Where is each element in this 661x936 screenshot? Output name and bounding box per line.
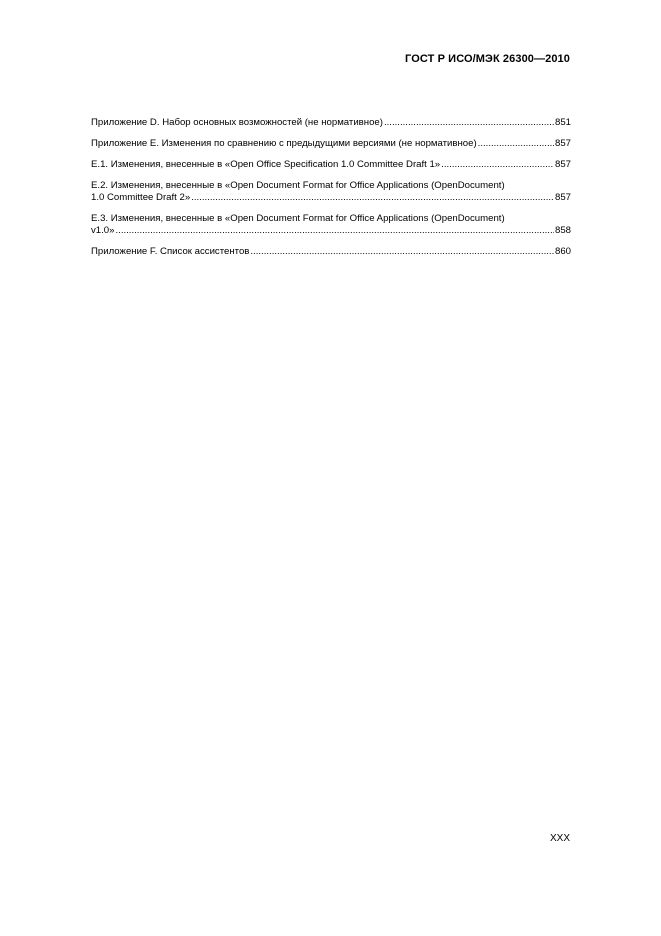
toc-entry-e1[interactable]	[91, 159, 571, 171]
toc-line	[91, 225, 571, 237]
toc-page-number: 857	[554, 159, 571, 170]
toc-page-number: 857	[554, 138, 571, 149]
toc-entry-title-line2: v1.0»	[91, 225, 115, 236]
toc-leader-dots	[191, 192, 554, 204]
toc-entry-title: Приложение E. Изменения по сравнению с предыдущими версиями (не нормативное)	[91, 138, 477, 149]
table-of-contents	[91, 117, 571, 267]
page-header: ГОСТ Р ИСО/МЭК 26300—2010	[405, 53, 570, 65]
toc-entry-title-line1: E.2. Изменения, внесенные в «Open Document Format for Office Applications (OpenDocument)	[91, 180, 505, 191]
toc-entry-appendix-f[interactable]	[91, 246, 571, 258]
toc-line	[91, 246, 571, 258]
toc-leader-dots	[250, 246, 554, 258]
toc-entry-appendix-e[interactable]	[91, 138, 571, 150]
toc-entry-title: Приложение D. Набор основных возможностей (не нормативное)	[91, 117, 383, 128]
toc-entry-title-line1: E.3. Изменения, внесенные в «Open Document Format for Office Applications (OpenDocument)	[91, 213, 505, 224]
toc-entry-title-line2: 1.0 Committee Draft 2»	[91, 192, 191, 203]
toc-entry-e2[interactable]	[91, 180, 571, 204]
toc-leader-dots	[478, 138, 554, 150]
toc-entry-appendix-d[interactable]	[91, 117, 571, 129]
toc-page-number: 858	[554, 225, 571, 236]
toc-entry-title: Приложение F. Список ассистентов	[91, 246, 250, 257]
toc-entry-title: E.1. Изменения, внесенные в «Open Office Specification 1.0 Committee Draft 1»	[91, 159, 441, 170]
toc-page-number: 860	[554, 246, 571, 257]
toc-line	[91, 159, 571, 171]
toc-entry-e3[interactable]	[91, 213, 571, 237]
toc-leader-dots	[441, 159, 554, 171]
toc-line	[91, 192, 571, 204]
toc-leader-dots	[384, 117, 554, 129]
toc-page-number: 857	[554, 192, 571, 203]
toc-page-number: 851	[554, 117, 571, 128]
toc-leader-dots	[115, 225, 554, 237]
page-number: XXX	[549, 833, 570, 844]
toc-line	[91, 117, 571, 129]
toc-line	[91, 138, 571, 150]
